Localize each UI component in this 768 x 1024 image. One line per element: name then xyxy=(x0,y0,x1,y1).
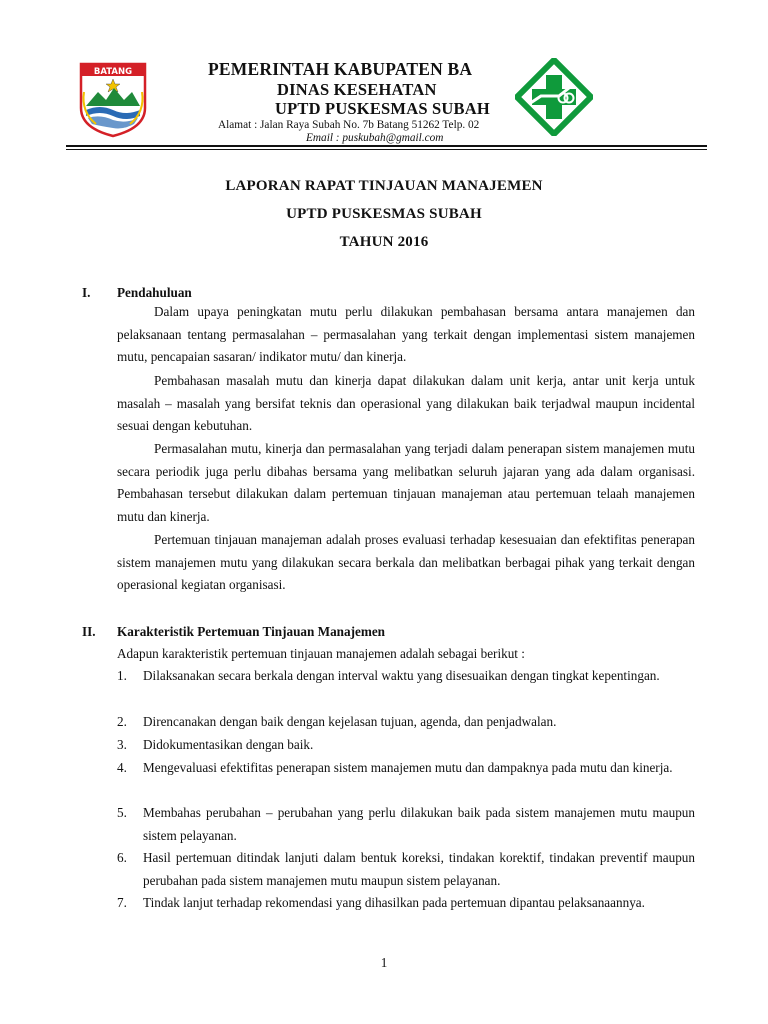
section-1-paragraph: Permasalahan mutu, kinerja dan permasalahan yang terjadi dalam penerapan sistem manajemen mutu secara periodik juga perlu dibahas bersama yang melibatkan seluruh jajaran yang ada dalam organisasi. Pembahasan tersebut dilakukan dalam pertemuan tinjauan manajeman atau pertemuan telaah manajemen mutu dan kinerja. xyxy=(117,441,695,525)
list-item-text: Membahas perubahan – perubahan yang perlu dilakukan baik pada sistem manajemen mutu maupun sistem pelayanan. xyxy=(143,805,695,843)
letterhead-email: Email : puskubah@gmail.com xyxy=(306,132,444,144)
list-item-text: Didokumentasikan dengan baik. xyxy=(143,737,314,752)
page-number: 1 xyxy=(380,955,388,970)
list-item-text: Hasil pertemuan ditindak lanjuti dalam bentuk koreksi, tindakan korektif, tindakan preventif maupun perubahan pada sistem manajemen mutu maupun sistem pelayanan. xyxy=(143,850,695,888)
list-item-number: 4. xyxy=(117,760,127,775)
letterhead-unit-name: UPTD PUSKESMAS SUBAH xyxy=(275,99,490,118)
letterhead-government-name: PEMERINTAH KABUPATEN BA xyxy=(208,59,473,79)
list-item xyxy=(117,734,695,757)
letterhead-rule-thin xyxy=(66,149,707,150)
list-item xyxy=(117,802,695,847)
list-item xyxy=(117,847,695,892)
list-item xyxy=(117,665,695,688)
letterhead-agency-name: DINAS KESEHATAN xyxy=(277,80,437,99)
section-1-paragraph: Dalam upaya peningkatan mutu perlu dilakukan pembahasan bersama antara manajemen dan pelaksanaan tentang permasalahan – permasalahan yang terkait dengan implementasi sistem manajemen mutu, pencapaian sasaran/ indikator mutu/ dan kinerja. xyxy=(117,304,695,365)
list-item xyxy=(117,757,695,780)
list-item-text: Dilaksanakan secara berkala dengan interval waktu yang disesuaikan dengan tingkat kepentingan. xyxy=(143,668,660,683)
list-item-number: 6. xyxy=(117,850,127,865)
list-item xyxy=(117,711,695,734)
report-subtitle: UPTD PUSKESMAS SUBAH xyxy=(286,206,482,222)
list-item-text: Direncanakan dengan baik dengan kejelasan tujuan, agenda, dan penjadwalan. xyxy=(143,714,557,729)
section-1-number: I. xyxy=(82,285,91,300)
list-item-number: 5. xyxy=(117,805,127,820)
list-item-number: 2. xyxy=(117,714,127,729)
section-2-heading: Karakteristik Pertemuan Tinjauan Manajemen xyxy=(117,624,386,639)
batang-emblem-logo xyxy=(78,62,148,138)
section-1-paragraph: Pembahasan masalah mutu dan kinerja dapat dilakukan dalam unit kerja, antar unit kerja untuk masalah – masalah yang bersifat teknis dan operasional yang dilakukan baik terjadwal maupun incidental sesuai dengan kebutuhan. xyxy=(117,373,695,434)
letterhead-rule-thick xyxy=(66,145,707,147)
list-item-number: 3. xyxy=(117,737,127,752)
report-title: LAPORAN RAPAT TINJAUAN MANAJEMEN xyxy=(225,178,543,194)
puskesmas-cross-logo xyxy=(515,58,593,136)
section-1-paragraph: Pertemuan tinjauan manajeman adalah proses evaluasi terhadap kesesuaian dan efektifitas penerapan sistem manajemen mutu yang dilakukan secara berkala dan melibatkan berbagai pihak yang terkait dengan operasional kegiatan organisasi. xyxy=(117,532,695,593)
section-2-number: II. xyxy=(82,624,96,639)
list-item-text: Tindak lanjut terhadap rekomendasi yang dihasilkan pada pertemuan dipantau pelaksanaannya. xyxy=(143,895,645,910)
list-item-number: 1. xyxy=(117,668,127,683)
report-year: TAHUN 2016 xyxy=(339,234,429,250)
letterhead-address: Alamat : Jalan Raya Subah No. 7b Batang 51262 Telp. 02 xyxy=(218,119,480,131)
list-item-number: 7. xyxy=(117,895,127,910)
list-item-text: Mengevaluasi efektifitas penerapan sistem manajemen mutu dan dampaknya pada mutu dan kinerja. xyxy=(143,760,673,775)
emblem-label: BATANG xyxy=(93,67,133,77)
list-item xyxy=(117,892,695,915)
section-1-heading: Pendahuluan xyxy=(117,285,192,300)
section-2-intro: Adapun karakteristik pertemuan tinjauan manajemen adalah sebagai berikut : xyxy=(117,646,525,661)
